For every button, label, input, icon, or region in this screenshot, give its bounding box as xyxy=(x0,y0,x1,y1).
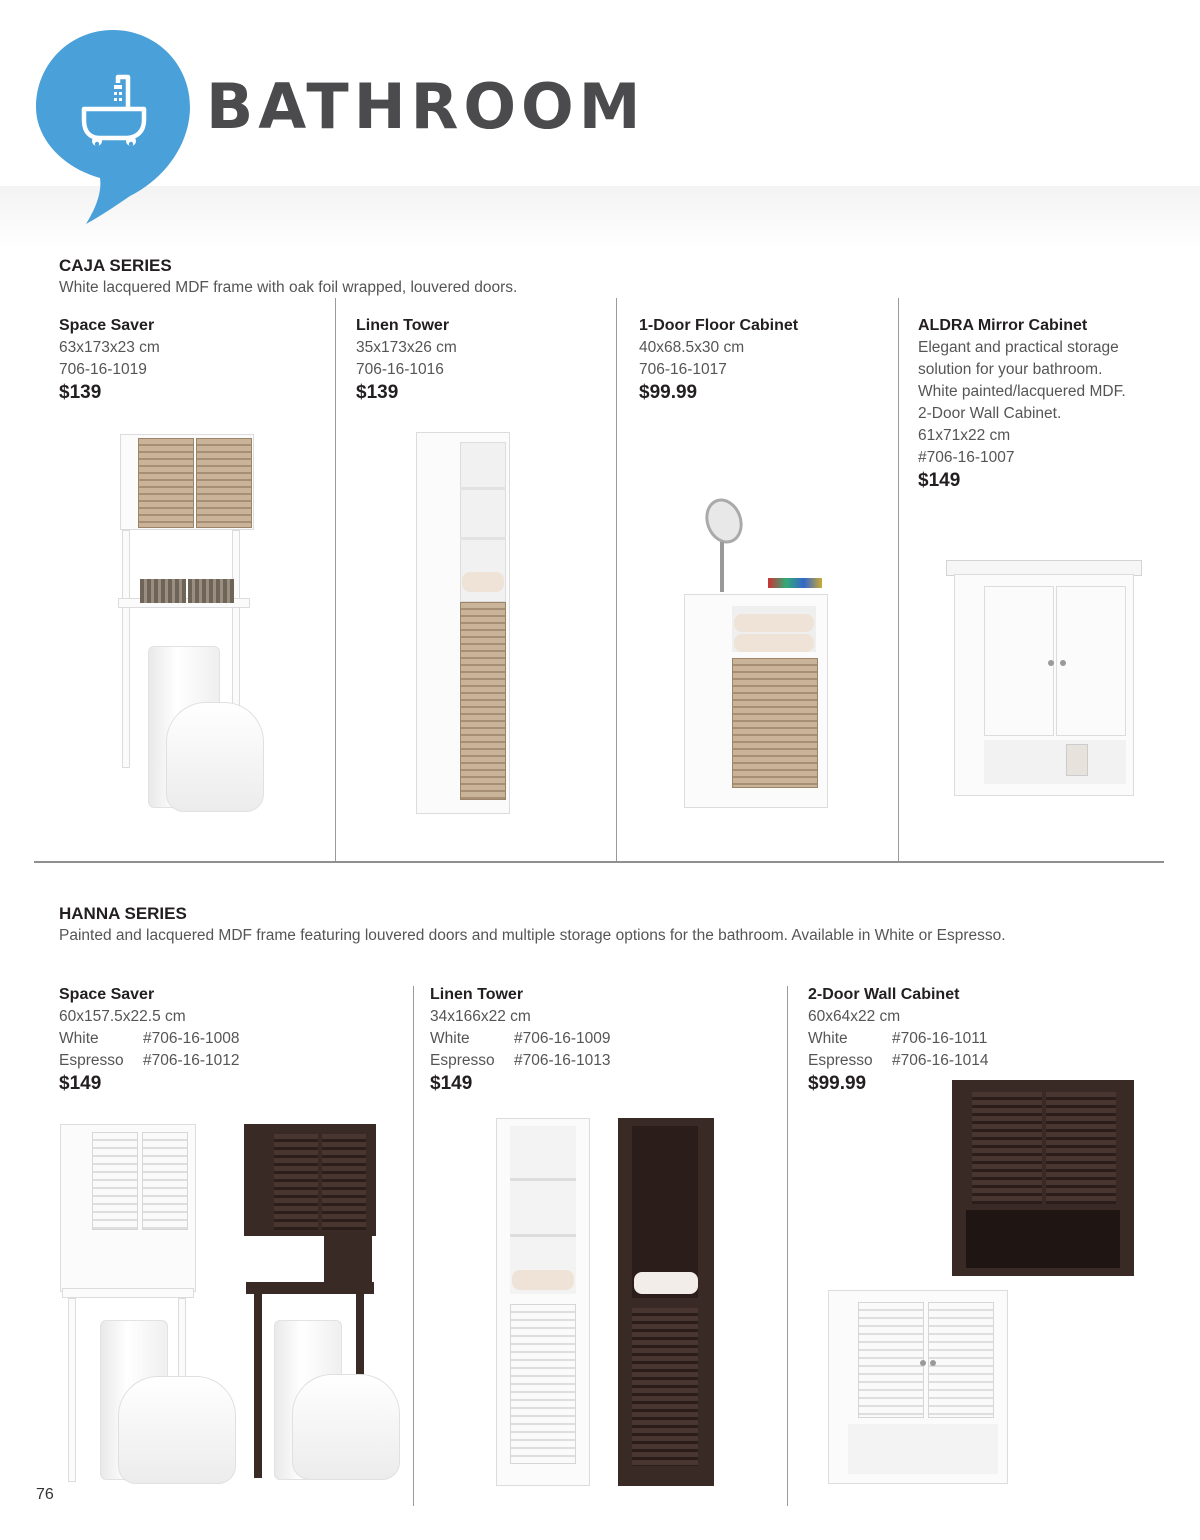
column-divider xyxy=(898,298,899,862)
column-divider xyxy=(616,298,617,862)
product-name: 1-Door Floor Cabinet xyxy=(639,317,799,334)
product-name: Linen Tower xyxy=(430,986,524,1003)
variant-row xyxy=(808,1050,989,1072)
product-caja-floor-cabinet[interactable] xyxy=(639,315,798,405)
hanna-linen-tower-white-image[interactable] xyxy=(496,1118,592,1488)
product-sku: #706-16-1007 xyxy=(918,449,1015,466)
caja-series-title: CAJA SERIES xyxy=(59,256,172,275)
product-price: $149 xyxy=(59,1073,102,1094)
product-dimensions: 34x166x22 cm xyxy=(430,1008,531,1025)
product-price: $139 xyxy=(356,382,399,403)
product-price: $149 xyxy=(430,1073,473,1094)
product-price: $149 xyxy=(918,470,961,491)
caja-floor-cabinet-image[interactable] xyxy=(684,498,830,810)
product-dimensions: 40x68.5x30 cm xyxy=(639,339,745,356)
variant-row xyxy=(59,1028,240,1050)
hanna-wall-cabinet-espresso-image[interactable] xyxy=(952,1080,1134,1276)
page-title: BATHROOM xyxy=(206,70,646,143)
variant-color: Espresso xyxy=(59,1052,124,1069)
aldra-mirror-cabinet-image[interactable] xyxy=(946,560,1142,806)
variant-sku: #706-16-1011 xyxy=(892,1030,988,1047)
variant-color: Espresso xyxy=(430,1052,495,1069)
product-sku: 706-16-1019 xyxy=(59,361,147,378)
product-caja-space-saver[interactable] xyxy=(59,315,160,405)
hanna-series-description: Painted and lacquered MDF frame featuring louvered doors and multiple storage options for the bathroom. Available in White or Espresso. xyxy=(59,927,1006,944)
bathtub-icon xyxy=(34,28,192,228)
column-divider xyxy=(335,298,336,862)
product-description-line: solution for your bathroom. xyxy=(918,361,1103,378)
column-divider xyxy=(413,986,414,1506)
variant-color: Espresso xyxy=(808,1052,873,1069)
variant-sku: #706-16-1009 xyxy=(514,1030,611,1047)
product-dimensions: 63x173x23 cm xyxy=(59,339,160,356)
product-price: $99.99 xyxy=(639,382,698,403)
product-dimensions: 60x157.5x22.5 cm xyxy=(59,1008,186,1025)
hanna-series-title: HANNA SERIES xyxy=(59,904,187,923)
product-name: 2-Door Wall Cabinet xyxy=(808,986,960,1003)
variant-sku: #706-16-1014 xyxy=(892,1052,989,1069)
caja-linen-tower-image[interactable] xyxy=(416,432,510,814)
product-dimensions: 35x173x26 cm xyxy=(356,339,457,356)
variant-sku: #706-16-1013 xyxy=(514,1052,611,1069)
product-description-line: 2-Door Wall Cabinet. xyxy=(918,405,1062,422)
product-name: ALDRA Mirror Cabinet xyxy=(918,317,1088,334)
product-hanna-space-saver[interactable] xyxy=(59,984,240,1096)
product-name: Linen Tower xyxy=(356,317,450,334)
product-dimensions: 60x64x22 cm xyxy=(808,1008,901,1025)
product-dimensions: 61x71x22 cm xyxy=(918,427,1011,444)
hanna-linen-tower-espresso-image[interactable] xyxy=(618,1118,714,1488)
product-description-line: White painted/lacquered MDF. xyxy=(918,383,1126,400)
product-sku: 706-16-1016 xyxy=(356,361,444,378)
product-caja-linen-tower[interactable] xyxy=(356,315,457,405)
product-price: $139 xyxy=(59,382,102,403)
product-aldra-mirror-cabinet[interactable] xyxy=(918,315,1126,493)
variant-row xyxy=(59,1050,240,1072)
caja-space-saver-image[interactable] xyxy=(118,434,268,814)
variant-color: White xyxy=(59,1030,99,1047)
variant-sku: #706-16-1008 xyxy=(143,1030,240,1047)
variant-row xyxy=(430,1028,611,1050)
hanna-space-saver-white-image[interactable] xyxy=(60,1124,240,1484)
product-description-line: Elegant and practical storage xyxy=(918,339,1119,356)
product-hanna-linen-tower[interactable] xyxy=(430,984,611,1096)
column-divider xyxy=(787,986,788,1506)
variant-sku: #706-16-1012 xyxy=(143,1052,240,1069)
caja-series-description: White lacquered MDF frame with oak foil wrapped, louvered doors. xyxy=(59,279,518,296)
product-price: $99.99 xyxy=(808,1073,867,1094)
hanna-space-saver-espresso-image[interactable] xyxy=(244,1124,404,1484)
hanna-wall-cabinet-white-image[interactable] xyxy=(828,1290,1010,1486)
product-name: Space Saver xyxy=(59,317,155,334)
variant-row xyxy=(808,1028,989,1050)
variant-color: White xyxy=(808,1030,848,1047)
variant-color: White xyxy=(430,1030,470,1047)
product-sku: 706-16-1017 xyxy=(639,361,727,378)
page-number: 76 xyxy=(36,1486,54,1503)
variant-row xyxy=(430,1050,611,1072)
product-name: Space Saver xyxy=(59,986,155,1003)
section-divider xyxy=(34,861,1164,863)
